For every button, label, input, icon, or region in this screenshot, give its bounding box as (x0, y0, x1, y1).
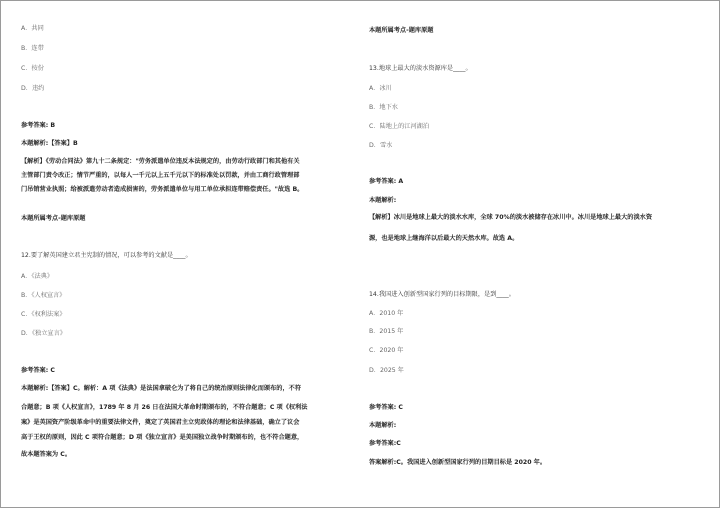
q11-explanation-line-2: 主管部门责令改正；情节严重的，以每人一千元以上五千元以下的标准处以罚款，并由工商行政管理部 (21, 172, 300, 179)
q13-option-d: D．雪水 (369, 142, 393, 149)
q12-explanation-line-4: 高于王权的原则，因此 C 项符合题意；D 项《独立宣言》是美国独立战争时期颁布的，也不符合题意， (21, 434, 304, 441)
q12-explanation-line-1: 本题解析:【答案】C。解析：A 项《法典》是法国拿破仑为了将自己的统治原则法律化而颁布的，不符 (21, 385, 302, 392)
q13-explanation-head: 本题解析: (369, 197, 397, 204)
q11-option-c: C．按份 (21, 65, 44, 72)
q11-explanation-head: 本题解析:【答案】B (21, 140, 78, 147)
q11-option-d: D．违约 (21, 85, 45, 92)
q14-stem: 14.我国进入创新型国家行列的目标期限，是到____。 (369, 291, 515, 298)
q14-answer-explanation: 答案解析:C。我国进入创新型国家行列的目期目标是 2020 年。 (369, 459, 547, 466)
q13-reference-answer: 参考答案: A (369, 178, 404, 185)
q13-option-c: C．陆地上的江河湖泊 (369, 123, 430, 130)
q14-option-a: A．2010 年 (369, 310, 404, 317)
q11-option-b: B．连带 (21, 45, 44, 52)
q11-option-a: A．共同 (21, 25, 44, 32)
q12-option-c: C．《权利法案》 (21, 311, 66, 318)
q14-option-b: B．2015 年 (369, 328, 404, 335)
q14-option-d: D．2025 年 (369, 367, 404, 374)
q11-explanation-line-1: 【解析】《劳动合同法》第九十二条规定："劳务派遣单位违反本法规定的，由劳动行政部门和其他有关 (21, 158, 300, 165)
q14-option-c: C．2020 年 (369, 347, 404, 354)
q11-topic-label: 本题所属考点-题库原题 (21, 215, 86, 222)
q12-option-d: D．《独立宣言》 (21, 330, 66, 337)
q12-explanation-line-3: 案》是英国资产阶级革命中的重要法律文件，奠定了英国君主立宪政体的理论和法律基础，确立了议会 (21, 419, 300, 426)
q13-stem: 13.地球上最大的淡水资源库是____。 (369, 65, 472, 72)
q11-reference-answer: 参考答案: B (21, 122, 56, 129)
q12-stem: 12.要了解英国建立君主宪制的情况，可以参考的文献是____。 (21, 252, 192, 259)
q12-explanation-line-2: 合题意；B 项《人权宣言》，1789 年 8 月 26 日在法国大革命时期颁布的，不符合题意；C 项《权利法 (21, 404, 308, 411)
q13-explanation-line-2: 源，也是地球上继海洋以后最大的天然水库。故选 A。 (369, 235, 519, 242)
q13-explanation-line-1: 【解析】冰川是地球上最大的淡水水库，全球 70%的淡水被储存在冰川中。冰川是地球上最大的淡水资 (369, 214, 653, 221)
q14-reference-answer-2: 参考答案:C (369, 440, 401, 447)
q12-explanation-line-5: 故本题答案为 C。 (21, 451, 72, 458)
q12-option-b: B．《人权宣言》 (21, 292, 66, 299)
q13-option-b: B．地下水 (369, 104, 398, 111)
q12-reference-answer: 参考答案: C (21, 367, 55, 374)
q11-explanation-line-3: 门吊销营业执照；给被派遣劳动者造成损害的，劳务派遣单位与用工单位承担连带赔偿责任。"故选 B。 (21, 186, 304, 193)
q14-reference-answer: 参考答案: C (369, 404, 403, 411)
q12-topic-label: 本题所属考点-题库原题 (369, 27, 434, 34)
q13-option-a: A．冰川 (369, 85, 392, 92)
q14-explanation-head: 本题解析: (369, 422, 397, 429)
q12-option-a: A．《法典》 (21, 273, 54, 280)
